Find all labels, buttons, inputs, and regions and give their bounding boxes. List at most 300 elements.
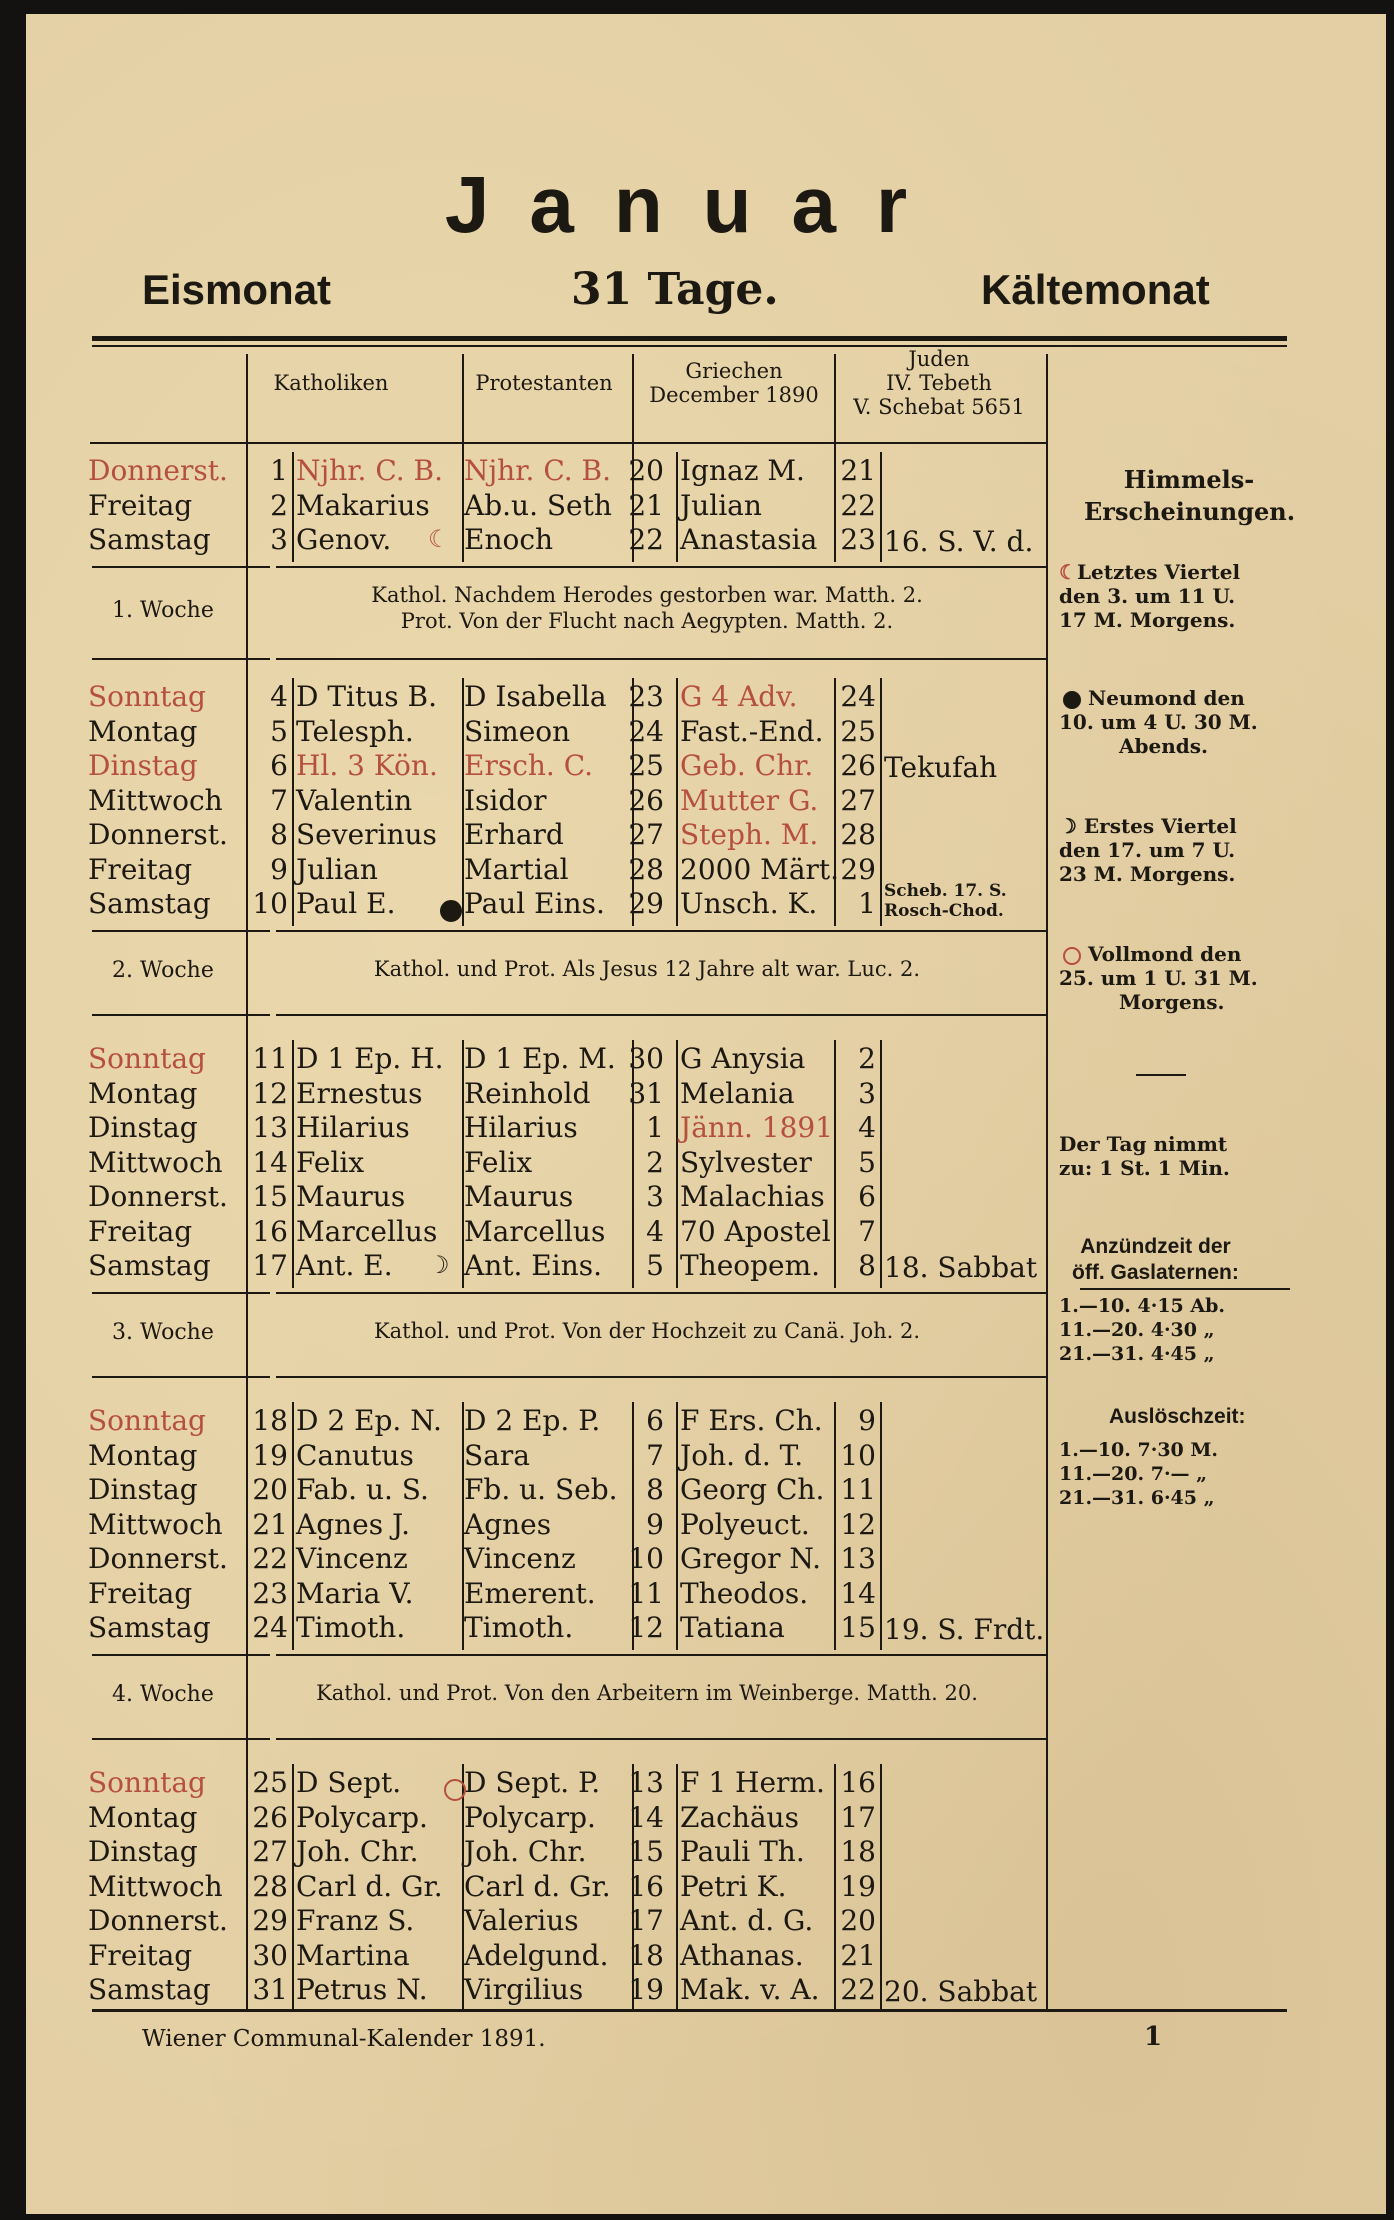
month-title: Januar <box>444 160 948 249</box>
greek-day-number: 10 <box>628 1542 664 1575</box>
jewish-note: 19. S. Frdt. <box>884 1613 1045 1646</box>
greek-day-number: 27 <box>628 818 664 851</box>
protestant-saint: D 1 Ep. M. <box>464 1042 616 1075</box>
sidebar-heading <box>1084 464 1294 528</box>
catholic-saint: Ernestus <box>296 1076 423 1110</box>
protestant-saint: Isidor <box>464 783 547 817</box>
row-rule <box>92 566 270 568</box>
jewish-note: Tekufah <box>884 751 998 784</box>
greek-saint: Fast.-End. <box>680 714 824 748</box>
catholic-saint: Fab. u. S. <box>296 1473 429 1506</box>
greek-day-number: 30 <box>628 1042 664 1075</box>
column-rule <box>292 452 294 562</box>
jewish-day-number: 25 <box>840 714 876 748</box>
protestant-saint: Hilarius <box>464 1111 578 1144</box>
protestant-saint: Timoth. <box>464 1611 574 1644</box>
phase-line: den 3. um 11 U. <box>1059 584 1236 608</box>
day-number: 6 <box>270 749 288 782</box>
catholic-saint: Telesph. <box>296 714 414 748</box>
day-number: 18 <box>252 1404 288 1437</box>
row-rule <box>276 1292 1046 1294</box>
protestant-saint: Reinhold <box>464 1076 591 1110</box>
greek-saint: Petri K. <box>680 1869 787 1903</box>
greek-day-number: 20 <box>628 454 664 487</box>
gospel-line: Kathol. Nachdem Herodes gestorben war. Matth. 2. <box>371 582 923 607</box>
gas-off-line: 1.—10. 7·30 M. <box>1059 1439 1219 1461</box>
protestant-saint: Joh. Chr. <box>464 1835 587 1868</box>
catholic-saint: Carl d. Gr. <box>296 1869 443 1903</box>
jewish-day-number: 5 <box>858 1145 876 1179</box>
gas-off-line: 11.—20. 7·— „ <box>1059 1463 1208 1485</box>
full-moon-icon <box>440 1774 466 1802</box>
protestant-saint: Carl d. Gr. <box>464 1869 611 1903</box>
greek-saint: Sylvester <box>680 1145 812 1179</box>
gospel-reading <box>252 582 1042 634</box>
header-greeks-line: December 1890 <box>649 383 819 407</box>
column-rule <box>834 354 836 464</box>
jewish-day-number: 22 <box>840 1973 876 2006</box>
catholic-saint: D Titus B. <box>296 680 438 713</box>
day-number: 9 <box>270 852 288 886</box>
gas-time-line: 1.—10. 4·15 Ab. <box>1059 1295 1226 1317</box>
column-rule <box>880 1764 882 2012</box>
column-rule <box>292 1764 294 2012</box>
gas-title-line: Anzündzeit der <box>1080 1235 1231 1258</box>
catholic-saint: Hl. 3 Kön. <box>296 749 438 782</box>
jewish-day-number: 21 <box>840 1938 876 1972</box>
row-rule <box>92 1292 270 1294</box>
greek-saint: Joh. d. T. <box>680 1438 804 1472</box>
jewish-day-number: 8 <box>858 1249 876 1282</box>
jewish-note: 18. Sabbat <box>884 1251 1038 1284</box>
greek-day-number: 17 <box>628 1904 664 1937</box>
protestant-saint: Vincenz <box>464 1542 576 1575</box>
day-number: 5 <box>270 714 288 748</box>
greek-day-number: 7 <box>646 1438 664 1472</box>
catholic-saint: Joh. Chr. <box>296 1835 419 1868</box>
catholic-saint: Hilarius <box>296 1111 410 1144</box>
row-rule <box>92 930 270 932</box>
day-number: 8 <box>270 818 288 851</box>
header-jews <box>834 347 1044 419</box>
row-rule <box>276 1738 1046 1740</box>
protestant-saint: Emerent. <box>464 1576 596 1610</box>
column-rule <box>632 354 634 464</box>
greek-saint: Pauli Th. <box>680 1835 805 1868</box>
column-rule <box>292 1040 294 1288</box>
footer-publication: Wiener Communal-Kalender 1891. <box>142 2026 546 2052</box>
protestant-saint: Ab.u. Seth <box>464 488 612 522</box>
gospel-reading <box>252 1318 1042 1344</box>
protestant-saint: Virgilius <box>464 1973 584 2006</box>
weekday: Sonntag <box>88 1042 206 1075</box>
greek-day-number: 13 <box>628 1766 664 1799</box>
first-quarter-moon-icon: ☽ <box>428 1251 450 1279</box>
greek-saint: Jänn. 1891 <box>680 1111 834 1144</box>
protestant-saint: Ersch. C. <box>464 749 594 782</box>
greek-day-number: 22 <box>628 523 664 556</box>
header-jews-line: IV. Tebeth <box>886 371 992 395</box>
month-alt-name-left: Eismonat <box>142 266 332 313</box>
day-number: 1 <box>270 454 288 487</box>
greek-saint: Theopem. <box>680 1249 821 1282</box>
weekday: Freitag <box>88 1938 193 1972</box>
phase-line: Abends. <box>1119 734 1208 758</box>
row-rule <box>276 1376 1046 1378</box>
greek-day-number: 18 <box>628 1938 664 1972</box>
weekday: Freitag <box>88 852 193 886</box>
jewish-day-number: 1 <box>858 887 876 920</box>
row-rule <box>92 1014 270 1016</box>
day-number: 17 <box>252 1249 288 1282</box>
greek-saint: Ignaz M. <box>680 454 805 487</box>
days-count: 31 Tage. <box>571 264 779 315</box>
row-rule <box>276 930 1046 932</box>
weekday: Sonntag <box>88 680 206 713</box>
jewish-day-number: 14 <box>840 1576 876 1610</box>
day-length-note <box>1059 1132 1230 1180</box>
jewish-day-number: 11 <box>840 1473 876 1506</box>
column-rule <box>292 1402 294 1650</box>
protestant-saint: Felix <box>464 1145 533 1179</box>
day-number: 22 <box>252 1542 288 1575</box>
greek-day-number: 11 <box>628 1576 664 1610</box>
greek-saint: Athanas. <box>680 1938 804 1972</box>
greek-saint: G Anysia <box>680 1042 806 1075</box>
header-protestants: Protestanten <box>475 371 613 395</box>
weekday: Mittwoch <box>88 1507 223 1541</box>
weekday: Donnerst. <box>88 454 228 487</box>
day-number: 10 <box>252 887 288 920</box>
column-rule <box>880 678 882 926</box>
protestant-saint: D 2 Ep. P. <box>464 1404 601 1437</box>
protestant-saint: Adelgund. <box>464 1938 609 1972</box>
greek-saint: Tatiana <box>680 1611 785 1644</box>
greek-saint: F 1 Herm. <box>680 1766 825 1799</box>
weekday: Montag <box>88 1438 198 1472</box>
weekday: Sonntag <box>88 1404 206 1437</box>
greek-day-number: 12 <box>628 1611 664 1644</box>
day-number: 29 <box>252 1904 288 1937</box>
jewish-note: Scheb. 17. S. Rosch-Chod. <box>884 881 1007 921</box>
moon-phase-full <box>1059 942 1258 1014</box>
phase-line: 10. um 4 U. 30 M. <box>1059 710 1258 734</box>
weekday: Samstag <box>88 523 211 556</box>
greek-saint: G 4 Adv. <box>680 680 798 713</box>
gas-off-times <box>1059 1438 1218 1510</box>
greek-saint: Theodos. <box>680 1576 809 1610</box>
greek-day-number: 9 <box>646 1507 664 1541</box>
greek-day-number: 19 <box>628 1973 664 2006</box>
new-moon-icon <box>1063 691 1081 709</box>
jewish-day-number: 27 <box>840 783 876 817</box>
header-greeks-line: Griechen <box>685 359 783 383</box>
day-number: 27 <box>252 1835 288 1868</box>
weekday: Donnerst. <box>88 1904 228 1937</box>
greek-saint: Julian <box>680 488 762 522</box>
jewish-day-number: 16 <box>840 1766 876 1799</box>
greek-saint: 2000 Märt. <box>680 852 840 886</box>
gospel-line: Kathol. und Prot. Von den Arbeitern im Weinberge. Matth. 20. <box>316 1680 978 1705</box>
phase-line: Erstes Viertel <box>1083 814 1237 838</box>
day-length-line: zu: 1 St. 1 Min. <box>1059 1156 1230 1180</box>
day-number: 25 <box>252 1766 288 1799</box>
day-number: 30 <box>252 1938 288 1972</box>
catholic-saint: Polycarp. <box>296 1800 428 1834</box>
jewish-day-number: 12 <box>840 1507 876 1541</box>
protestant-saint: Paul Eins. <box>464 887 605 920</box>
column-rule <box>676 1040 678 1288</box>
jewish-day-number: 6 <box>858 1180 876 1213</box>
protestant-saint: Erhard <box>464 818 564 851</box>
sidebar-heading-line: Erscheinungen. <box>1084 497 1296 526</box>
row-rule <box>276 658 1046 660</box>
day-number: 23 <box>252 1576 288 1610</box>
gas-off-line: 21.—31. 6·45 „ <box>1059 1487 1215 1509</box>
greek-saint: 70 Apostel <box>680 1214 831 1248</box>
day-number: 4 <box>270 680 288 713</box>
day-number: 31 <box>252 1973 288 2006</box>
week-label: 3. Woche <box>112 1319 214 1345</box>
header-jews-line: Juden <box>908 347 970 371</box>
header-catholics: Katholiken <box>273 371 389 395</box>
greek-day-number: 24 <box>628 714 664 748</box>
catholic-saint: Franz S. <box>296 1904 415 1937</box>
column-rule <box>292 678 294 926</box>
week-label: 1. Woche <box>112 597 214 623</box>
month-alt-name-right: Kältemonat <box>981 266 1210 313</box>
gospel-line: Kathol. und Prot. Von der Hochzeit zu Canä. Joh. 2. <box>373 1318 921 1343</box>
day-number: 26 <box>252 1800 288 1834</box>
row-rule <box>276 1014 1046 1016</box>
jewish-day-number: 18 <box>840 1835 876 1868</box>
catholic-saint: Timoth. <box>296 1611 406 1644</box>
greek-day-number: 14 <box>628 1800 664 1834</box>
greek-day-number: 8 <box>646 1473 664 1506</box>
week-label: 2. Woche <box>112 957 214 983</box>
weekday: Montag <box>88 1076 198 1110</box>
greek-saint: Geb. Chr. <box>680 749 814 782</box>
jewish-day-number: 26 <box>840 749 876 782</box>
weekday: Samstag <box>88 1973 211 2006</box>
protestant-saint: Ant. Eins. <box>464 1249 603 1282</box>
column-rule <box>1046 354 1048 2009</box>
day-number: 13 <box>252 1111 288 1144</box>
row-rule <box>276 1654 1046 1656</box>
column-rule <box>676 678 678 926</box>
greek-day-number: 15 <box>628 1835 664 1868</box>
day-number: 19 <box>252 1438 288 1472</box>
weekday: Dinstag <box>88 1111 198 1144</box>
weekday: Montag <box>88 714 198 748</box>
jewish-day-number: 9 <box>858 1404 876 1437</box>
protestant-saint: D Sept. P. <box>464 1766 601 1799</box>
catholic-saint: D 2 Ep. N. <box>296 1404 442 1437</box>
greek-day-number: 25 <box>628 749 664 782</box>
protestant-saint: D Isabella <box>464 680 607 713</box>
protestant-saint: Njhr. C. B. <box>464 454 612 487</box>
jewish-day-number: 21 <box>840 454 876 487</box>
row-rule <box>92 1654 270 1656</box>
catholic-saint: Vincenz <box>296 1542 408 1575</box>
protestant-saint: Marcellus <box>464 1214 606 1248</box>
last-quarter-moon-icon: ☾ <box>1059 560 1077 584</box>
weekday: Freitag <box>88 1214 193 1248</box>
protestant-saint: Martial <box>464 852 569 886</box>
jewish-day-number: 20 <box>840 1904 876 1937</box>
weekday: Mittwoch <box>88 783 223 817</box>
weekday: Dinstag <box>88 1473 198 1506</box>
weekday: Mittwoch <box>88 1869 223 1903</box>
row-rule <box>92 1376 270 1378</box>
protestant-saint: Polycarp. <box>464 1800 596 1834</box>
column-rule <box>676 1402 678 1650</box>
catholic-saint: Paul E. <box>296 887 396 920</box>
jewish-day-number: 22 <box>840 488 876 522</box>
protestant-saint: Simeon <box>464 714 571 748</box>
catholic-saint: Maria V. <box>296 1576 414 1610</box>
weekday: Donnerst. <box>88 818 228 851</box>
greek-saint: Anastasia <box>680 523 818 556</box>
gas-time-line: 11.—20. 4·30 „ <box>1059 1319 1215 1341</box>
greek-saint: F Ers. Ch. <box>680 1404 823 1437</box>
jewish-day-number: 28 <box>840 818 876 851</box>
day-number: 14 <box>252 1145 288 1179</box>
greek-saint: Polyeuct. <box>680 1507 810 1541</box>
greek-saint: Unsch. K. <box>680 887 818 920</box>
gas-time-line: 21.—31. 4·45 „ <box>1059 1343 1215 1365</box>
gospel-line: Kathol. und Prot. Als Jesus 12 Jahre alt war. Luc. 2. <box>373 956 921 981</box>
jewish-day-number: 19 <box>840 1869 876 1903</box>
greek-saint: Georg Ch. <box>680 1473 825 1506</box>
phase-line: Vollmond den <box>1087 942 1242 966</box>
row-rule <box>276 566 1046 568</box>
protestant-saint: Enoch <box>464 523 554 556</box>
greek-saint: Zachäus <box>680 1800 799 1834</box>
phase-line: Neumond den <box>1087 686 1245 710</box>
greek-day-number: 21 <box>628 488 664 522</box>
weekday: Dinstag <box>88 1835 198 1868</box>
jewish-day-number: 10 <box>840 1438 876 1472</box>
catholic-saint: D Sept. <box>296 1766 402 1799</box>
day-number: 21 <box>252 1507 288 1541</box>
protestant-saint: Maurus <box>464 1180 574 1213</box>
row-rule <box>92 658 270 660</box>
day-number: 3 <box>270 523 288 556</box>
full-moon-icon <box>1063 947 1081 965</box>
column-rule <box>676 452 678 562</box>
column-rule <box>462 354 464 464</box>
header-jews-line: V. Schebat 5651 <box>853 395 1025 419</box>
page-number: 1 <box>1144 2022 1163 2052</box>
phase-line: Morgens. <box>1119 990 1225 1014</box>
weekday: Donnerst. <box>88 1180 228 1213</box>
catholic-saint: Martina <box>296 1938 410 1972</box>
catholic-saint: Canutus <box>296 1438 414 1472</box>
day-number: 11 <box>252 1042 288 1075</box>
row-rule <box>90 442 270 444</box>
jewish-day-number: 23 <box>840 523 876 556</box>
moon-phase-last-quarter <box>1059 560 1240 632</box>
column-rule <box>880 452 882 562</box>
greek-day-number: 31 <box>628 1076 664 1110</box>
gas-lighting-times <box>1059 1294 1225 1366</box>
weekday: Mittwoch <box>88 1145 223 1179</box>
gas-off-title: Auslöschzeit: <box>1109 1405 1246 1428</box>
calendar-page <box>26 14 1386 2214</box>
phase-line: Letztes Viertel <box>1076 560 1241 584</box>
row-rule <box>92 1738 270 1740</box>
catholic-saint: Severinus <box>296 818 437 851</box>
protestant-saint: Valerius <box>464 1904 579 1937</box>
day-number: 24 <box>252 1611 288 1644</box>
greek-saint: Melania <box>680 1076 795 1110</box>
greek-day-number: 5 <box>646 1249 664 1282</box>
gospel-line: Prot. Von der Flucht nach Aegypten. Matth. 2. <box>400 608 894 633</box>
greek-saint: Steph. M. <box>680 818 819 851</box>
first-quarter-moon-icon: ☽ <box>1059 814 1077 838</box>
gospel-reading <box>252 956 1042 982</box>
jewish-day-number: 7 <box>858 1214 876 1248</box>
phase-line: den 17. um 7 U. <box>1059 838 1236 862</box>
catholic-saint: Njhr. C. B. <box>296 454 444 487</box>
greek-saint: Malachias <box>680 1180 825 1213</box>
day-number: 7 <box>270 783 288 817</box>
catholic-saint: Makarius <box>296 488 430 522</box>
gospel-reading <box>252 1680 1042 1706</box>
jewish-day-number: 17 <box>840 1800 876 1834</box>
weekday: Freitag <box>88 488 193 522</box>
sidebar-heading-line: Himmels- <box>1123 465 1255 494</box>
catholic-saint: Julian <box>296 852 378 886</box>
weekday: Montag <box>88 1800 198 1834</box>
greek-saint: Ant. d. G. <box>680 1904 814 1937</box>
row-rule <box>246 442 1046 444</box>
jewish-day-number: 2 <box>858 1042 876 1075</box>
catholic-saint: Felix <box>296 1145 365 1179</box>
greek-day-number: 4 <box>646 1214 664 1248</box>
weekday: Samstag <box>88 887 211 920</box>
column-rule <box>880 1402 882 1650</box>
protestant-saint: Agnes <box>464 1507 552 1541</box>
greek-saint: Mak. v. A. <box>680 1973 820 2006</box>
header-greeks <box>634 359 834 407</box>
day-number: 16 <box>252 1214 288 1248</box>
moon-phase-new <box>1059 686 1258 758</box>
greek-day-number: 2 <box>646 1145 664 1179</box>
weekday: Freitag <box>88 1576 193 1610</box>
new-moon-icon <box>436 895 462 923</box>
jewish-day-number: 29 <box>840 852 876 886</box>
protestant-saint: Fb. u. Seb. <box>464 1473 618 1506</box>
catholic-saint: Genov. <box>296 523 392 556</box>
greek-day-number: 23 <box>628 680 664 713</box>
greek-day-number: 1 <box>646 1111 664 1144</box>
protestant-saint: Sara <box>464 1438 530 1472</box>
jewish-note: 16. S. V. d. <box>884 525 1034 558</box>
greek-day-number: 6 <box>646 1404 664 1437</box>
greek-saint: Gregor N. <box>680 1542 821 1575</box>
day-number: 20 <box>252 1473 288 1506</box>
greek-day-number: 29 <box>628 887 664 920</box>
phase-line: 23 M. Morgens. <box>1059 862 1236 886</box>
greek-day-number: 28 <box>628 852 664 886</box>
jewish-note: 20. Sabbat <box>884 1975 1038 2008</box>
greek-saint: Mutter G. <box>680 783 819 817</box>
phase-line: 25. um 1 U. 31 M. <box>1059 966 1258 990</box>
greek-day-number: 16 <box>628 1869 664 1903</box>
catholic-saint: Agnes J. <box>296 1507 410 1541</box>
